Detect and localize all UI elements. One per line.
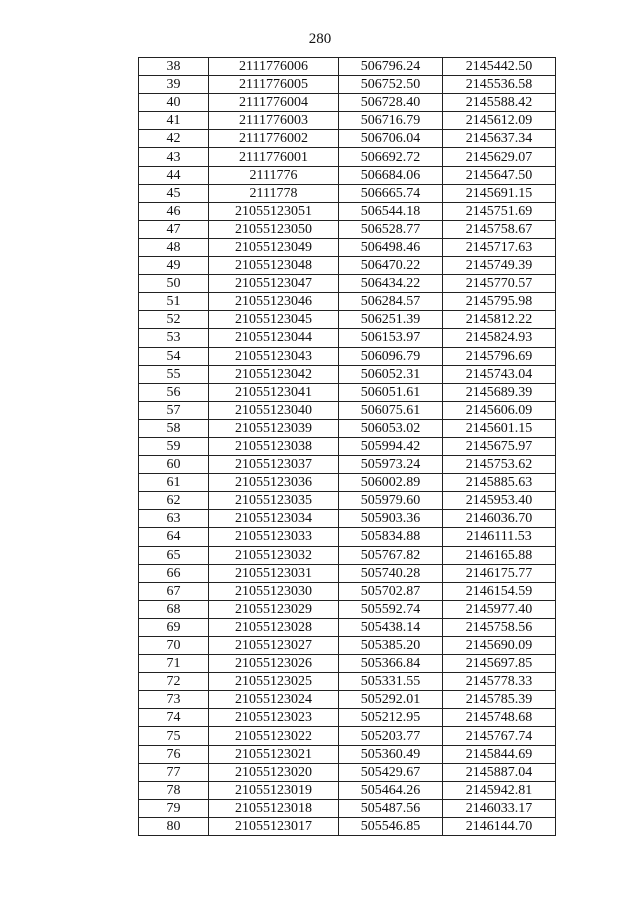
y-coordinate-cell: 2145588.42: [443, 94, 556, 112]
x-coordinate-cell: 505212.95: [339, 709, 443, 727]
table-row: [139, 238, 556, 256]
row-number-cell: 43: [139, 148, 209, 166]
y-coordinate-cell: 2145601.15: [443, 419, 556, 437]
coordinates-table-body: [139, 58, 556, 836]
row-number-cell: 47: [139, 220, 209, 238]
x-coordinate-cell: 506053.02: [339, 419, 443, 437]
x-coordinate-cell: 505767.82: [339, 546, 443, 564]
row-number-cell: 39: [139, 76, 209, 94]
point-id-cell: 21055123051: [209, 202, 339, 220]
y-coordinate-cell: 2145753.62: [443, 456, 556, 474]
y-coordinate-cell: 2146175.77: [443, 564, 556, 582]
point-id-cell: 21055123044: [209, 329, 339, 347]
row-number-cell: 68: [139, 600, 209, 618]
row-number-cell: 49: [139, 257, 209, 275]
point-id-cell: 21055123032: [209, 546, 339, 564]
y-coordinate-cell: 2146154.59: [443, 582, 556, 600]
y-coordinate-cell: 2145770.57: [443, 275, 556, 293]
y-coordinate-cell: 2145844.69: [443, 745, 556, 763]
row-number-cell: 78: [139, 781, 209, 799]
row-number-cell: 45: [139, 184, 209, 202]
row-number-cell: 38: [139, 58, 209, 76]
point-id-cell: 21055123048: [209, 257, 339, 275]
x-coordinate-cell: 505360.49: [339, 745, 443, 763]
table-row: [139, 112, 556, 130]
table-row: [139, 94, 556, 112]
row-number-cell: 79: [139, 799, 209, 817]
y-coordinate-cell: 2146165.88: [443, 546, 556, 564]
point-id-cell: 21055123037: [209, 456, 339, 474]
y-coordinate-cell: 2145812.22: [443, 311, 556, 329]
point-id-cell: 21055123042: [209, 365, 339, 383]
point-id-cell: 21055123040: [209, 401, 339, 419]
row-number-cell: 56: [139, 383, 209, 401]
row-number-cell: 46: [139, 202, 209, 220]
row-number-cell: 58: [139, 419, 209, 437]
table-row: [139, 618, 556, 636]
row-number-cell: 51: [139, 293, 209, 311]
y-coordinate-cell: 2145977.40: [443, 600, 556, 618]
table-row: [139, 817, 556, 835]
x-coordinate-cell: 506096.79: [339, 347, 443, 365]
table-row: [139, 709, 556, 727]
table-row: [139, 799, 556, 817]
x-coordinate-cell: 506752.50: [339, 76, 443, 94]
row-number-cell: 74: [139, 709, 209, 727]
table-row: [139, 510, 556, 528]
y-coordinate-cell: 2145536.58: [443, 76, 556, 94]
point-id-cell: 21055123021: [209, 745, 339, 763]
row-number-cell: 72: [139, 673, 209, 691]
x-coordinate-cell: 506665.74: [339, 184, 443, 202]
row-number-cell: 54: [139, 347, 209, 365]
table-row: [139, 401, 556, 419]
point-id-cell: 21055123033: [209, 528, 339, 546]
x-coordinate-cell: 505702.87: [339, 582, 443, 600]
table-row: [139, 691, 556, 709]
row-number-cell: 55: [139, 365, 209, 383]
x-coordinate-cell: 506434.22: [339, 275, 443, 293]
point-id-cell: 21055123039: [209, 419, 339, 437]
point-id-cell: 2111778: [209, 184, 339, 202]
row-number-cell: 48: [139, 238, 209, 256]
y-coordinate-cell: 2145942.81: [443, 781, 556, 799]
table-row: [139, 528, 556, 546]
point-id-cell: 21055123024: [209, 691, 339, 709]
point-id-cell: 21055123038: [209, 437, 339, 455]
x-coordinate-cell: 506251.39: [339, 311, 443, 329]
x-coordinate-cell: 505979.60: [339, 492, 443, 510]
row-number-cell: 64: [139, 528, 209, 546]
x-coordinate-cell: 506692.72: [339, 148, 443, 166]
point-id-cell: 21055123050: [209, 220, 339, 238]
point-id-cell: 2111776: [209, 166, 339, 184]
x-coordinate-cell: 506052.31: [339, 365, 443, 383]
point-id-cell: 21055123020: [209, 763, 339, 781]
x-coordinate-cell: 505385.20: [339, 637, 443, 655]
row-number-cell: 40: [139, 94, 209, 112]
row-number-cell: 76: [139, 745, 209, 763]
x-coordinate-cell: 506728.40: [339, 94, 443, 112]
row-number-cell: 53: [139, 329, 209, 347]
table-row: [139, 727, 556, 745]
table-row: [139, 329, 556, 347]
y-coordinate-cell: 2145690.09: [443, 637, 556, 655]
x-coordinate-cell: 505464.26: [339, 781, 443, 799]
table-row: [139, 745, 556, 763]
point-id-cell: 21055123018: [209, 799, 339, 817]
x-coordinate-cell: 505292.01: [339, 691, 443, 709]
y-coordinate-cell: 2145953.40: [443, 492, 556, 510]
point-id-cell: 21055123023: [209, 709, 339, 727]
point-id-cell: 21055123036: [209, 474, 339, 492]
x-coordinate-cell: 506284.57: [339, 293, 443, 311]
row-number-cell: 65: [139, 546, 209, 564]
x-coordinate-cell: 505429.67: [339, 763, 443, 781]
point-id-cell: 21055123022: [209, 727, 339, 745]
y-coordinate-cell: 2145767.74: [443, 727, 556, 745]
x-coordinate-cell: 506051.61: [339, 383, 443, 401]
y-coordinate-cell: 2145689.39: [443, 383, 556, 401]
point-id-cell: 21055123019: [209, 781, 339, 799]
coordinates-table: [138, 57, 556, 836]
table-row: [139, 637, 556, 655]
row-number-cell: 50: [139, 275, 209, 293]
table-row: [139, 383, 556, 401]
y-coordinate-cell: 2145887.04: [443, 763, 556, 781]
row-number-cell: 66: [139, 564, 209, 582]
y-coordinate-cell: 2145885.63: [443, 474, 556, 492]
point-id-cell: 2111776006: [209, 58, 339, 76]
point-id-cell: 21055123027: [209, 637, 339, 655]
row-number-cell: 67: [139, 582, 209, 600]
x-coordinate-cell: 506528.77: [339, 220, 443, 238]
row-number-cell: 57: [139, 401, 209, 419]
x-coordinate-cell: 506002.89: [339, 474, 443, 492]
point-id-cell: 21055123025: [209, 673, 339, 691]
point-id-cell: 21055123026: [209, 655, 339, 673]
y-coordinate-cell: 2145748.68: [443, 709, 556, 727]
table-row: [139, 474, 556, 492]
table-row: [139, 257, 556, 275]
row-number-cell: 70: [139, 637, 209, 655]
point-id-cell: 21055123029: [209, 600, 339, 618]
y-coordinate-cell: 2145743.04: [443, 365, 556, 383]
y-coordinate-cell: 2145647.50: [443, 166, 556, 184]
x-coordinate-cell: 505592.74: [339, 600, 443, 618]
table-row: [139, 582, 556, 600]
point-id-cell: 21055123049: [209, 238, 339, 256]
row-number-cell: 75: [139, 727, 209, 745]
table-row: [139, 456, 556, 474]
row-number-cell: 44: [139, 166, 209, 184]
point-id-cell: 21055123034: [209, 510, 339, 528]
table-row: [139, 311, 556, 329]
table-row: [139, 673, 556, 691]
table-row: [139, 148, 556, 166]
table-row: [139, 564, 556, 582]
y-coordinate-cell: 2145751.69: [443, 202, 556, 220]
x-coordinate-cell: 506684.06: [339, 166, 443, 184]
row-number-cell: 62: [139, 492, 209, 510]
x-coordinate-cell: 505834.88: [339, 528, 443, 546]
table-row: [139, 437, 556, 455]
x-coordinate-cell: 505487.56: [339, 799, 443, 817]
table-row: [139, 275, 556, 293]
x-coordinate-cell: 506470.22: [339, 257, 443, 275]
x-coordinate-cell: 506153.97: [339, 329, 443, 347]
y-coordinate-cell: 2145749.39: [443, 257, 556, 275]
point-id-cell: 21055123028: [209, 618, 339, 636]
table-row: [139, 492, 556, 510]
table-row: [139, 220, 556, 238]
x-coordinate-cell: 505973.24: [339, 456, 443, 474]
row-number-cell: 80: [139, 817, 209, 835]
point-id-cell: 2111776001: [209, 148, 339, 166]
row-number-cell: 71: [139, 655, 209, 673]
y-coordinate-cell: 2146036.70: [443, 510, 556, 528]
table-row: [139, 365, 556, 383]
point-id-cell: 21055123046: [209, 293, 339, 311]
x-coordinate-cell: 505546.85: [339, 817, 443, 835]
y-coordinate-cell: 2145795.98: [443, 293, 556, 311]
x-coordinate-cell: 505903.36: [339, 510, 443, 528]
table-row: [139, 58, 556, 76]
y-coordinate-cell: 2145758.67: [443, 220, 556, 238]
x-coordinate-cell: 506075.61: [339, 401, 443, 419]
y-coordinate-cell: 2145629.07: [443, 148, 556, 166]
y-coordinate-cell: 2145606.09: [443, 401, 556, 419]
table-row: [139, 781, 556, 799]
point-id-cell: 2111776002: [209, 130, 339, 148]
point-id-cell: 21055123047: [209, 275, 339, 293]
table-row: [139, 184, 556, 202]
row-number-cell: 52: [139, 311, 209, 329]
y-coordinate-cell: 2145717.63: [443, 238, 556, 256]
x-coordinate-cell: 506706.04: [339, 130, 443, 148]
y-coordinate-cell: 2145785.39: [443, 691, 556, 709]
y-coordinate-cell: 2146144.70: [443, 817, 556, 835]
point-id-cell: 21055123017: [209, 817, 339, 835]
point-id-cell: 2111776003: [209, 112, 339, 130]
y-coordinate-cell: 2145758.56: [443, 618, 556, 636]
x-coordinate-cell: 506716.79: [339, 112, 443, 130]
y-coordinate-cell: 2145691.15: [443, 184, 556, 202]
row-number-cell: 60: [139, 456, 209, 474]
table-row: [139, 763, 556, 781]
x-coordinate-cell: 505438.14: [339, 618, 443, 636]
table-row: [139, 202, 556, 220]
x-coordinate-cell: 505994.42: [339, 437, 443, 455]
x-coordinate-cell: 506498.46: [339, 238, 443, 256]
x-coordinate-cell: 506544.18: [339, 202, 443, 220]
table-row: [139, 655, 556, 673]
row-number-cell: 73: [139, 691, 209, 709]
table-row: [139, 419, 556, 437]
row-number-cell: 41: [139, 112, 209, 130]
point-id-cell: 21055123041: [209, 383, 339, 401]
y-coordinate-cell: 2145796.69: [443, 347, 556, 365]
point-id-cell: 21055123035: [209, 492, 339, 510]
row-number-cell: 69: [139, 618, 209, 636]
table-row: [139, 76, 556, 94]
table-row: [139, 546, 556, 564]
y-coordinate-cell: 2145697.85: [443, 655, 556, 673]
point-id-cell: 21055123030: [209, 582, 339, 600]
y-coordinate-cell: 2145778.33: [443, 673, 556, 691]
table-row: [139, 293, 556, 311]
row-number-cell: 77: [139, 763, 209, 781]
point-id-cell: 21055123045: [209, 311, 339, 329]
point-id-cell: 21055123043: [209, 347, 339, 365]
point-id-cell: 2111776004: [209, 94, 339, 112]
row-number-cell: 59: [139, 437, 209, 455]
x-coordinate-cell: 505366.84: [339, 655, 443, 673]
x-coordinate-cell: 505740.28: [339, 564, 443, 582]
row-number-cell: 61: [139, 474, 209, 492]
table-row: [139, 166, 556, 184]
y-coordinate-cell: 2145612.09: [443, 112, 556, 130]
y-coordinate-cell: 2146111.53: [443, 528, 556, 546]
row-number-cell: 63: [139, 510, 209, 528]
y-coordinate-cell: 2145675.97: [443, 437, 556, 455]
y-coordinate-cell: 2145824.93: [443, 329, 556, 347]
point-id-cell: 2111776005: [209, 76, 339, 94]
point-id-cell: 21055123031: [209, 564, 339, 582]
table-row: [139, 600, 556, 618]
page-number: 280: [308, 31, 332, 47]
table-row: [139, 130, 556, 148]
x-coordinate-cell: 505331.55: [339, 673, 443, 691]
row-number-cell: 42: [139, 130, 209, 148]
y-coordinate-cell: 2145442.50: [443, 58, 556, 76]
x-coordinate-cell: 505203.77: [339, 727, 443, 745]
y-coordinate-cell: 2146033.17: [443, 799, 556, 817]
y-coordinate-cell: 2145637.34: [443, 130, 556, 148]
x-coordinate-cell: 506796.24: [339, 58, 443, 76]
table-row: [139, 347, 556, 365]
